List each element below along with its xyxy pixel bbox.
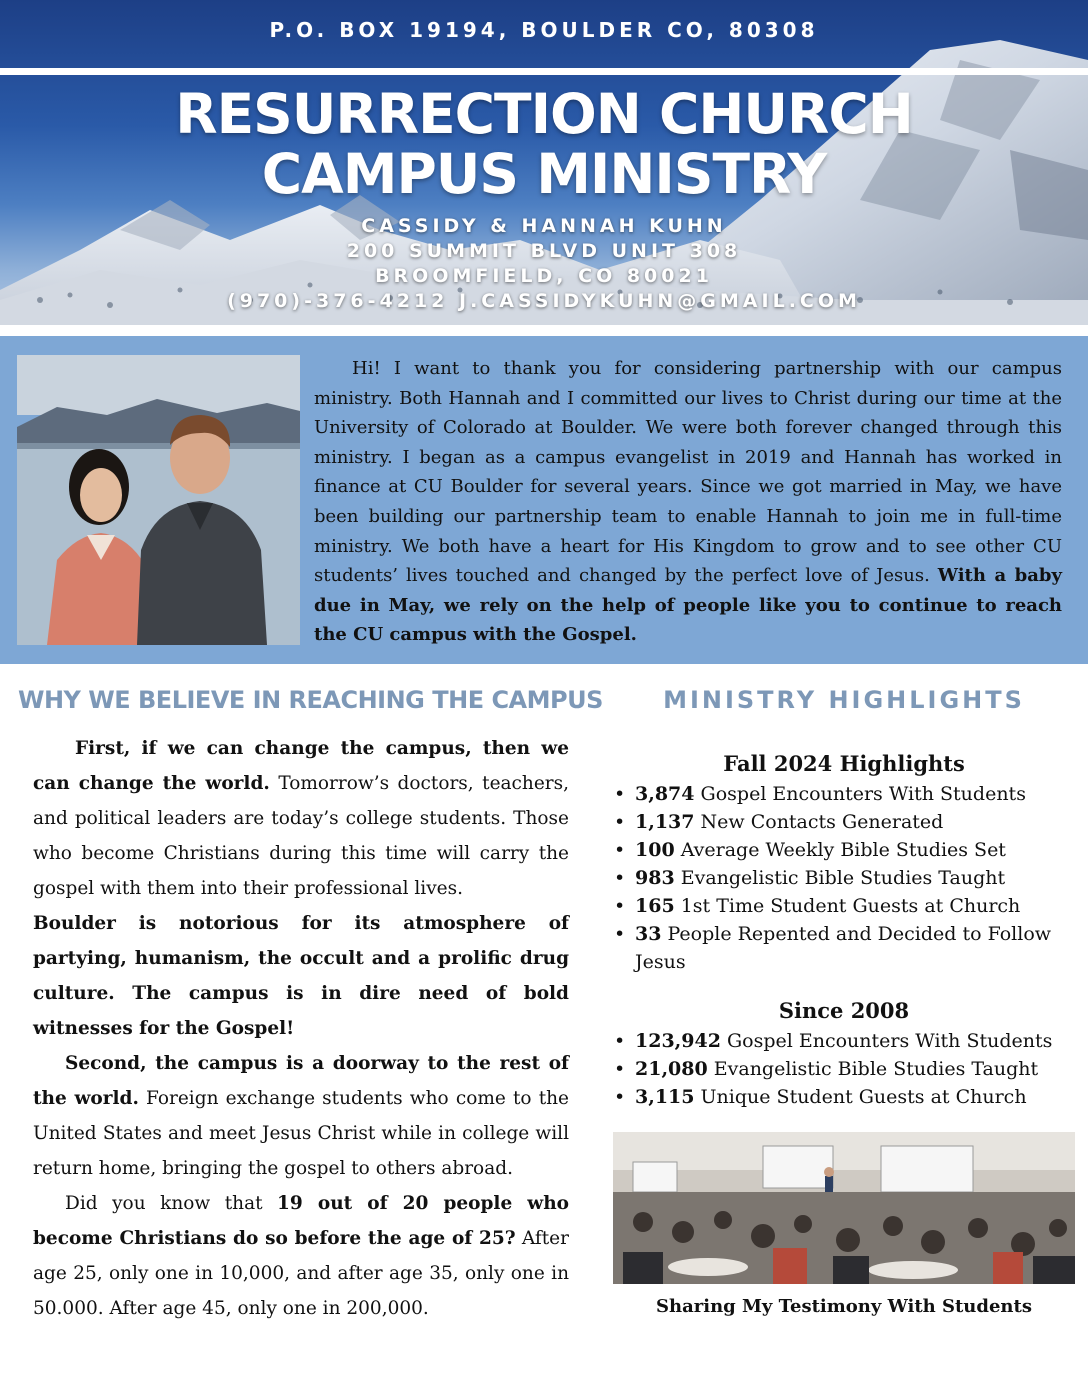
why-paragraph-4 (33, 1186, 569, 1326)
header-bottom-rule (0, 325, 1088, 330)
list-item: • 165 1st Time Student Guests at Church (612, 892, 1062, 920)
title-line-1: RESURRECTION CHURCH (175, 82, 913, 146)
list-item: • 33 People Repented and Decided to Follow Jesus (612, 920, 1062, 976)
since-2008-list (612, 1027, 1062, 1111)
list-item: • 123,942 Gospel Encounters With Students (612, 1027, 1062, 1055)
since-2008-title: Since 2008 (778, 998, 910, 1023)
photo-caption: Sharing My Testimony With Students (656, 1296, 1032, 1317)
why-p4-text-b: After age 25, only one in 10,000, and after age 35, only one in 50.000. After age 45, only one in 200,000. (33, 1228, 569, 1319)
why-p4-text-a: Did you know that (65, 1193, 278, 1214)
bullet-icon: • (614, 839, 626, 861)
bullet-icon: • (614, 923, 626, 945)
why-paragraph-3 (33, 1046, 569, 1186)
page-title (0, 84, 1088, 204)
contact-city: BROOMFIELD, CO 80021 (375, 265, 713, 287)
why-p1-text: Tomorrow’s doctors, teachers, and political leaders are today’s college students. Those who become Christians during this time will carry the gospel with them into their professional lives. (33, 773, 569, 899)
highlights-heading: MINISTRY HIGHLIGHTS (663, 686, 1025, 714)
why-p3-bold: Second, the campus is a doorway to the rest of the world. (33, 1053, 569, 1109)
bullet-icon: • (614, 811, 626, 833)
why-paragraph-2 (33, 906, 569, 1046)
bullet-icon: • (614, 895, 626, 917)
intro-text: Hi! I want to thank you for considering partnership with our campus ministry. Both Hannah and I committed our lives to Christ during our time at the University of Colorado at Boulder. We were both forever changed through this ministry. I began as a campus evangelist in 2019 and Hannah has worked in finance at CU Boulder for several years. Since we got married in May, we have been building our partnership team to enable Hannah to join me in full-time ministry. We both have a heart for His Kingdom to grow and to see other CU students’ lives touched and changed by the perfect love of Jesus. (314, 358, 1062, 587)
list-item: • 100 Average Weekly Bible Studies Set (612, 836, 1062, 864)
bullet-icon: • (614, 1030, 626, 1052)
why-paragraph-1 (33, 731, 569, 906)
why-heading: WHY WE BELIEVE IN REACHING THE CAMPUS (18, 686, 603, 714)
why-p4-bold: 19 out of 20 people who become Christians do so before the age of 25? (33, 1193, 570, 1249)
why-p1-bold: First, if we can change the campus, then we can change the world. (33, 738, 569, 794)
contact-names: CASSIDY & HANNAH KUHN (361, 215, 727, 237)
contact-phone-email: (970)-376-4212 J.CASSIDYKUHN@GMAIL.COM (227, 290, 861, 312)
title-line-2: CAMPUS MINISTRY (261, 142, 827, 206)
bullet-icon: • (614, 867, 626, 889)
bullet-icon: • (614, 783, 626, 805)
list-item: • 3,874 Gospel Encounters With Students (612, 780, 1062, 808)
why-p2-bold: Boulder is notorious for its atmosphere of partying, humanism, the occult and a prolific drug culture. The campus is in dire need of bold witnesses for the Gospel! (33, 913, 569, 1039)
couple-photo (17, 355, 300, 645)
why-p3-text: Foreign exchange students who come to the United States and meet Jesus Christ while in college will return home, bringing the gospel to others abroad. (33, 1088, 570, 1179)
list-item: • 21,080 Evangelistic Bible Studies Taught (612, 1055, 1062, 1083)
bullet-icon: • (614, 1086, 626, 1108)
po-box-address: P.O. BOX 19194, BOULDER CO, 80308 (269, 18, 819, 42)
header-top-rule (0, 68, 1088, 75)
header-banner (0, 0, 1088, 330)
list-item: • 1,137 New Contacts Generated (612, 808, 1062, 836)
list-item: • 3,115 Unique Student Guests at Church (612, 1083, 1062, 1111)
contact-street: 200 SUMMIT BLVD UNIT 308 (346, 240, 742, 262)
fall-highlights-list (612, 780, 1062, 976)
why-body (33, 731, 569, 1326)
classroom-photo (613, 1132, 1075, 1284)
intro-paragraph (314, 354, 1062, 650)
intro-bold-text: With a baby due in May, we rely on the help of people like you to continue to reach the CU campus with the Gospel. (314, 565, 1062, 646)
fall-highlights-title: Fall 2024 Highlights (723, 751, 965, 776)
intro-band (0, 336, 1088, 664)
list-item: • 983 Evangelistic Bible Studies Taught (612, 864, 1062, 892)
bullet-icon: • (614, 1058, 626, 1080)
contact-block (0, 214, 1088, 314)
